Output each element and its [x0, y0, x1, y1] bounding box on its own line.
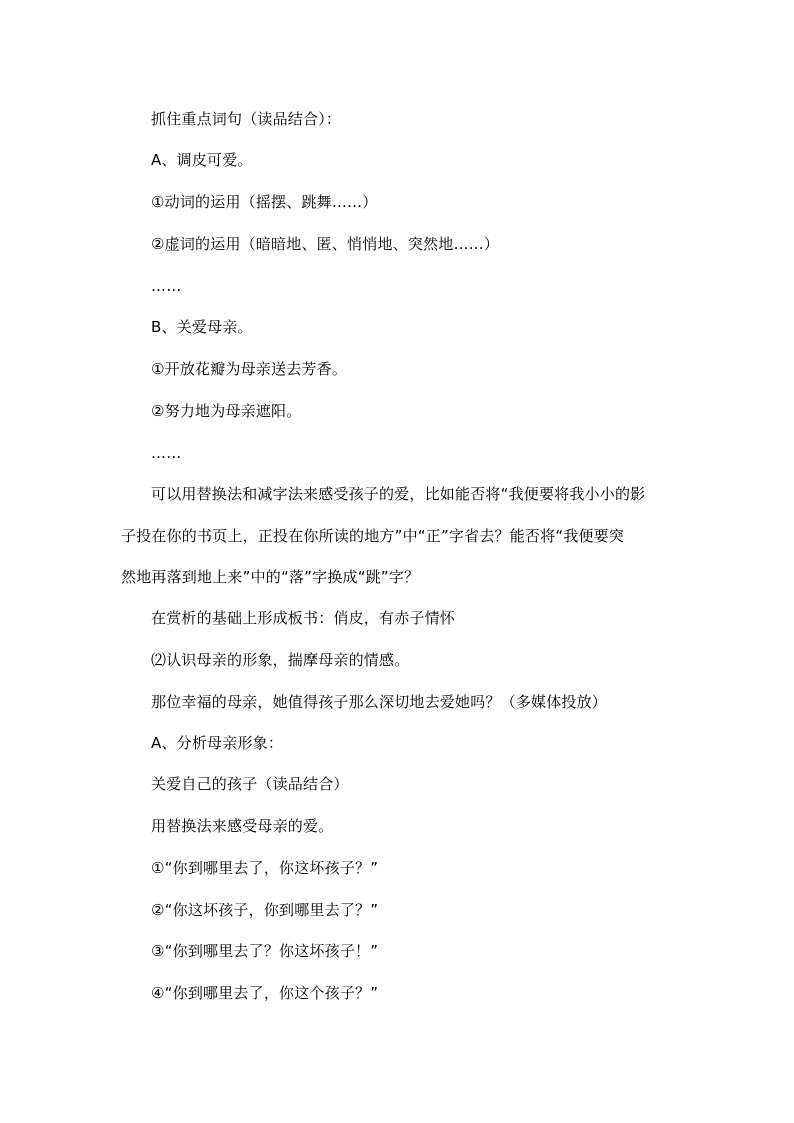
- text-line: ①动词的运用（摇摆、跳舞……）: [151, 193, 378, 211]
- text-line: 那位幸福的母亲，她值得孩子那么深切地去爱她吗？（多媒体投放）: [151, 693, 608, 711]
- text-line: ④“你到哪里去了，你这个孩子？”: [151, 984, 379, 1002]
- text-line: 然地再落到地上来”中的“落”字换成“跳”字？: [121, 568, 420, 586]
- text-line: 可以用替换法和减字法来感受孩子的爱，比如能否将“我便要将我小小的影: [151, 485, 646, 503]
- text-line: A、调皮可爱。: [151, 151, 253, 169]
- text-line: 子投在你的书页上，正投在你所读的地方”中“正”字省去？能否将“我便要突: [121, 527, 625, 545]
- text-line: ①开放花瓣为母亲送去芳香。: [151, 360, 348, 378]
- text-line: 用替换法来感受母亲的爱。: [151, 817, 334, 835]
- text-line: B、关爱母亲。: [151, 318, 253, 336]
- text-line: ③“你到哪里去了？你这坏孩子！”: [151, 942, 379, 960]
- text-line: ①“你到哪里去了，你这坏孩子？”: [151, 859, 379, 877]
- text-line: ⑵认识母亲的形象，揣摩母亲的情感。: [151, 651, 410, 669]
- text-line: ……: [151, 277, 182, 295]
- text-line: A、分析母亲形象：: [151, 734, 284, 752]
- text-line: ②虚词的运用（暗暗地、匿、悄悄地、突然地……）: [151, 235, 500, 253]
- text-line: 关爱自己的孩子（读品结合）: [151, 775, 349, 793]
- text-line: ②“你这坏孩子，你到哪里去了？”: [151, 901, 379, 919]
- text-line: 在赏析的基础上形成板书：俏皮，有赤子情怀: [151, 609, 456, 627]
- text-line: 抓住重点词句（读品结合）：: [151, 110, 342, 128]
- text-line: ②努力地为母亲遮阳。: [151, 402, 302, 420]
- text-line: ……: [151, 444, 182, 462]
